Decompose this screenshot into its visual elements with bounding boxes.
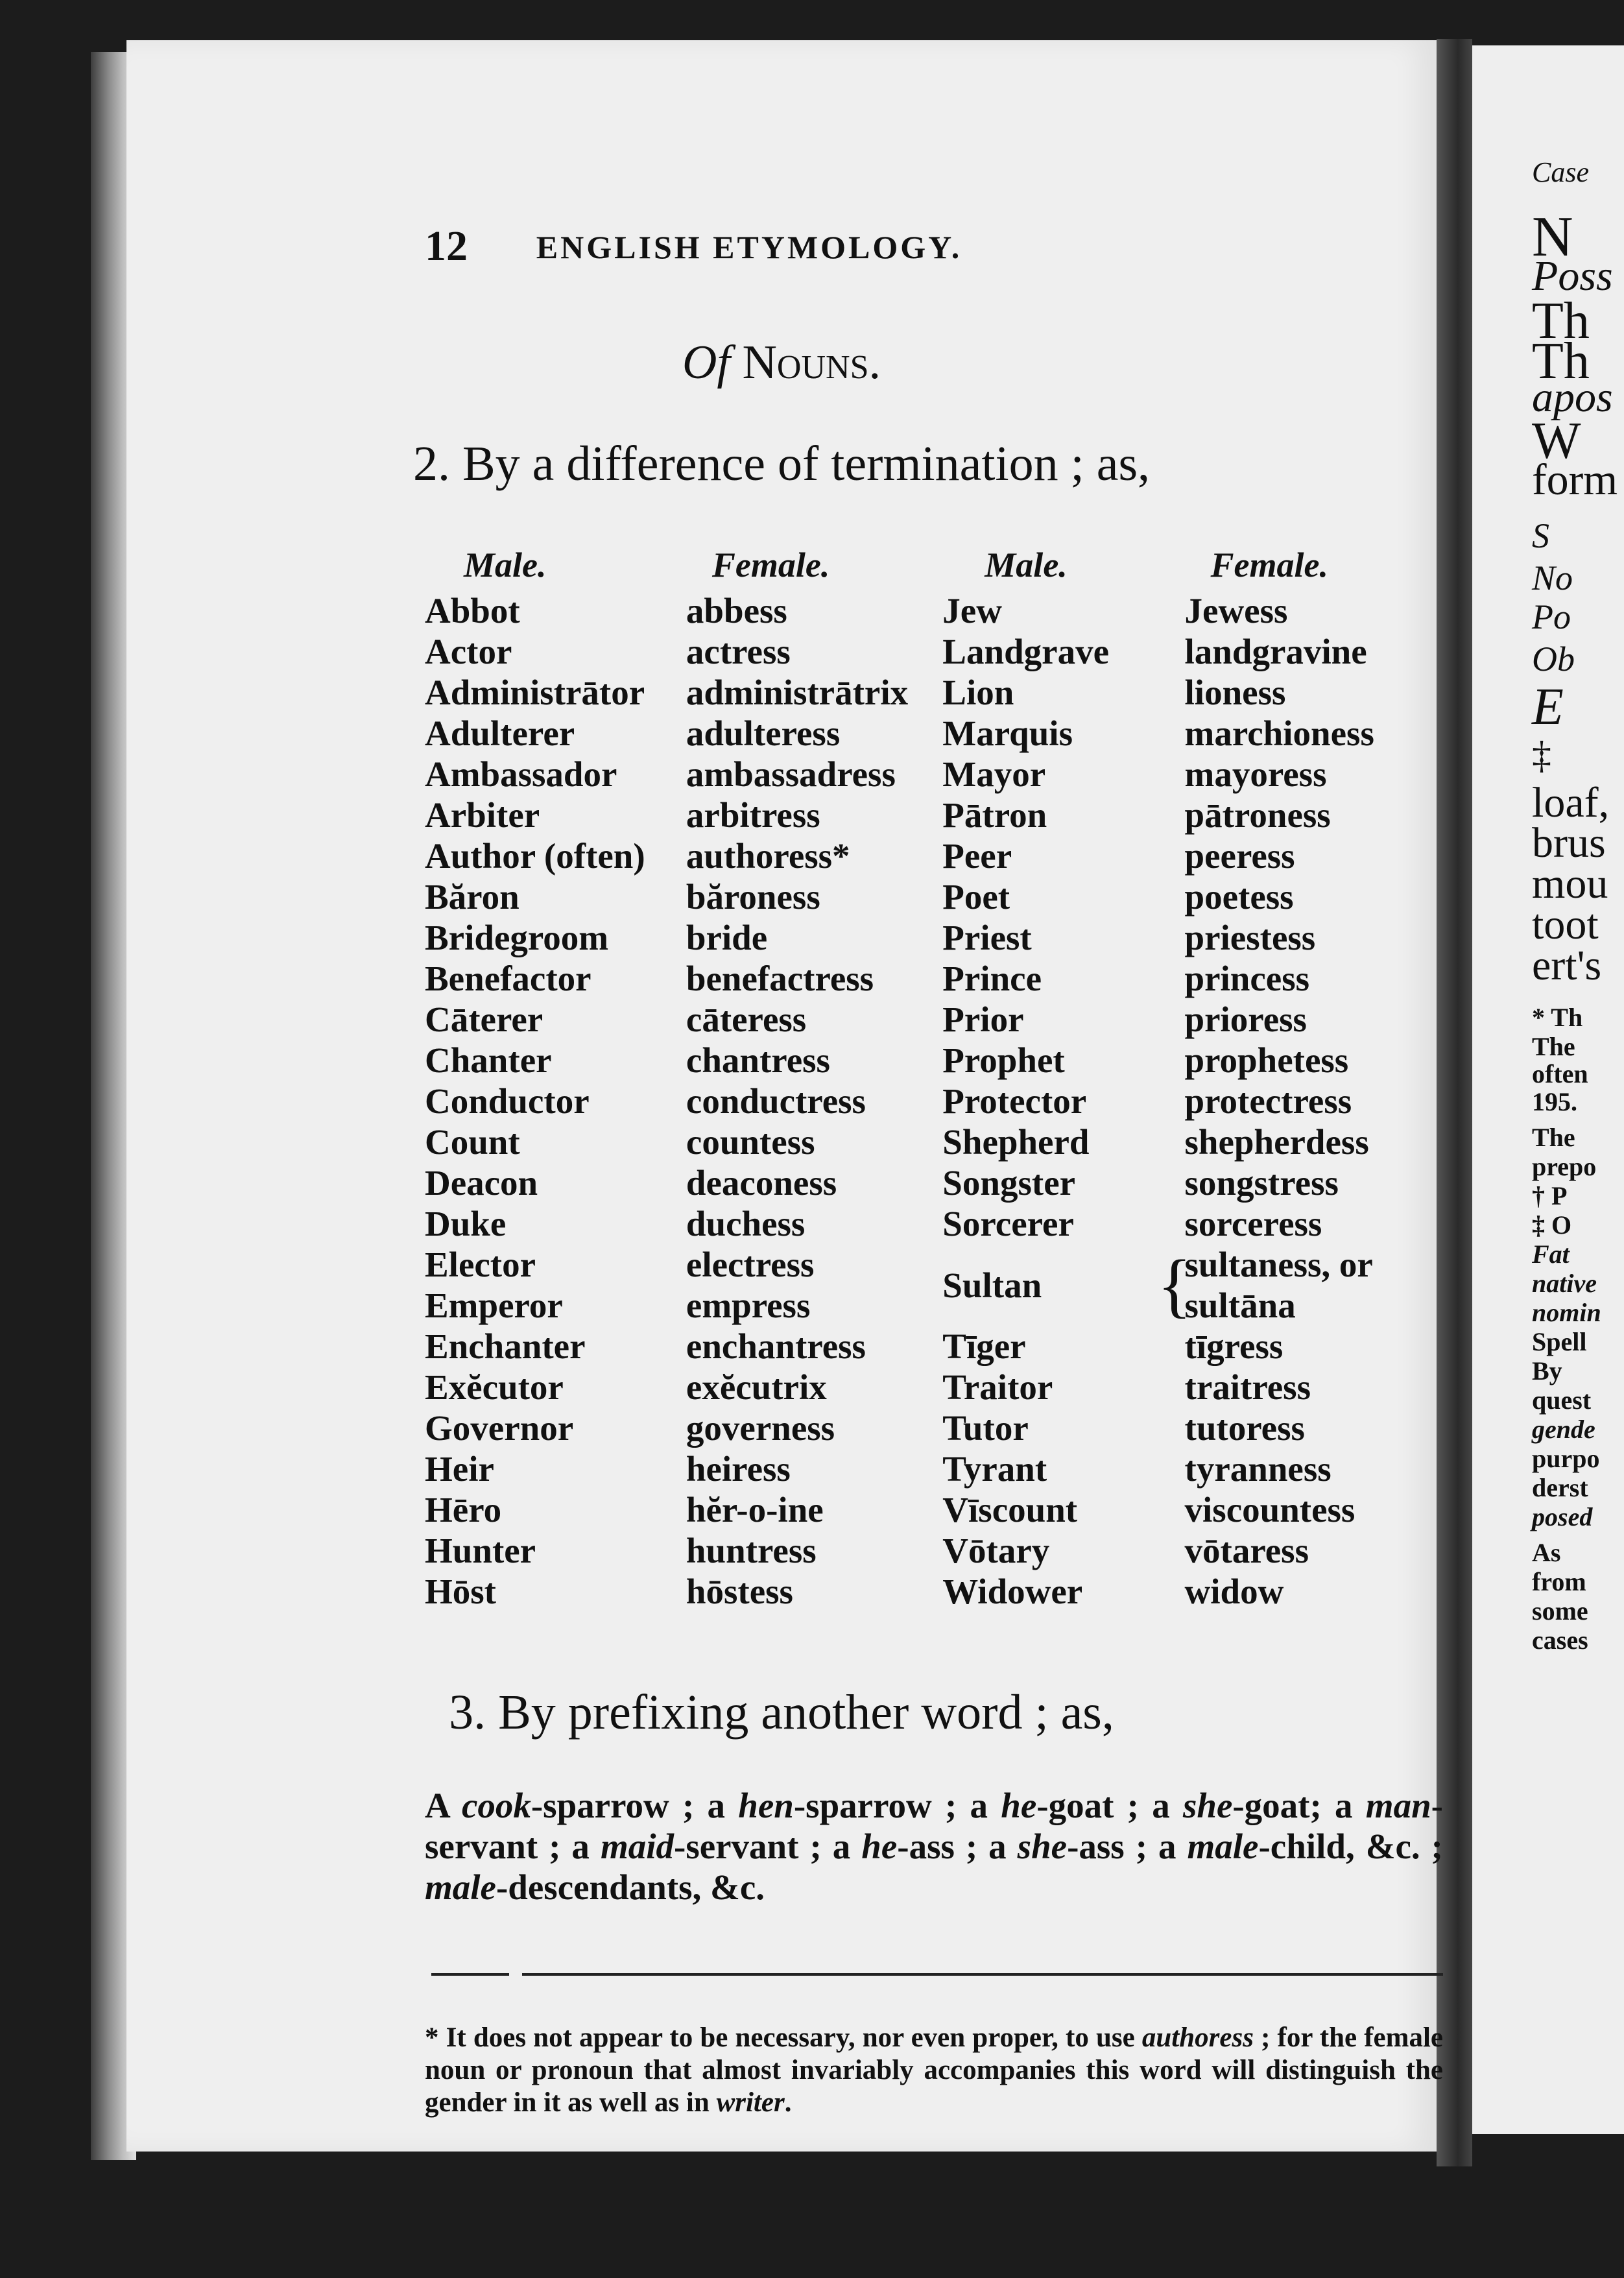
column-header: Male. bbox=[985, 545, 1068, 584]
adjacent-page-fragment: mou bbox=[1532, 860, 1608, 907]
female-cell: hĕr-o-ine bbox=[686, 1490, 824, 1529]
adjacent-page-fragment: N bbox=[1532, 206, 1573, 269]
female-cell: ambassadress bbox=[686, 754, 896, 794]
male-cell: Priest bbox=[942, 918, 1032, 957]
prefix-example-paragraph bbox=[425, 1785, 1443, 1908]
table-row bbox=[425, 917, 1437, 958]
female-cell: tīgress bbox=[1184, 1326, 1284, 1366]
table-row bbox=[425, 1489, 1437, 1530]
adjacent-page-fragment: quest bbox=[1532, 1385, 1592, 1415]
example-text: -child, &c. ; bbox=[1258, 1827, 1443, 1866]
female-cell: widow bbox=[1184, 1572, 1284, 1611]
adjacent-page-fragment: E bbox=[1532, 678, 1564, 736]
table-row bbox=[425, 713, 1437, 754]
male-cell: Enchanter bbox=[425, 1326, 586, 1366]
male-cell: Count bbox=[425, 1122, 520, 1162]
example-word: maid bbox=[600, 1827, 674, 1866]
adjacent-page-fragment: † P bbox=[1532, 1181, 1568, 1210]
table-row bbox=[425, 631, 1437, 672]
male-cell: Pātron bbox=[942, 795, 1047, 835]
male-cell: Conductor bbox=[425, 1081, 590, 1121]
male-cell: Tīger bbox=[942, 1326, 1026, 1366]
adjacent-page-fragment: 195. bbox=[1532, 1087, 1577, 1116]
adjacent-page-fragment: Th bbox=[1532, 293, 1590, 350]
adjacent-page-fragment: apos bbox=[1532, 374, 1613, 421]
female-cell: bride bbox=[686, 918, 768, 957]
table-header-row bbox=[425, 540, 1437, 590]
subheading-prefixing: 3. By prefixing another word ; as, bbox=[449, 1685, 1114, 1740]
adjacent-page-fragment: Fat bbox=[1532, 1240, 1570, 1269]
example-word: man bbox=[1365, 1786, 1431, 1825]
female-cell: authoress* bbox=[686, 836, 850, 876]
table-row bbox=[425, 754, 1437, 795]
male-cell: Prior bbox=[942, 1000, 1024, 1039]
female-cell: songstress bbox=[1184, 1163, 1339, 1203]
example-text: -ass ; a bbox=[897, 1827, 1018, 1866]
male-cell: Traitor bbox=[942, 1367, 1053, 1407]
table-row bbox=[425, 835, 1437, 876]
table-row bbox=[425, 1040, 1437, 1081]
male-cell: Shepherd bbox=[942, 1122, 1090, 1162]
adjacent-page-fragment: No bbox=[1532, 558, 1573, 597]
female-cell: adulteress bbox=[686, 713, 841, 753]
adjacent-page-fragment: Ob bbox=[1532, 640, 1575, 678]
table-row bbox=[425, 1448, 1437, 1489]
footnote-italic: authoress bbox=[1141, 2022, 1254, 2053]
female-cell: deaconess bbox=[686, 1163, 837, 1203]
table-row bbox=[425, 958, 1437, 999]
male-cell: Governor bbox=[425, 1408, 574, 1448]
female-cell: vōtaress bbox=[1184, 1531, 1309, 1570]
table-row bbox=[425, 795, 1437, 835]
example-text: -ass ; a bbox=[1067, 1827, 1188, 1866]
adjacent-page-fragment: S bbox=[1532, 516, 1549, 555]
adjacent-page-fragment: Case bbox=[1532, 156, 1589, 188]
example-word: male bbox=[425, 1867, 496, 1907]
female-cell: tutoress bbox=[1184, 1408, 1305, 1448]
male-cell: Emperor bbox=[425, 1286, 563, 1325]
female-cell: chantress bbox=[686, 1040, 830, 1080]
male-cell: Prince bbox=[942, 959, 1042, 998]
example-text: -goat ; a bbox=[1036, 1786, 1183, 1825]
example-text: -goat; a bbox=[1232, 1786, 1366, 1825]
male-cell: Adulterer bbox=[425, 713, 575, 753]
section-title-rest: Nouns. bbox=[742, 336, 881, 389]
adjacent-page bbox=[1472, 45, 1624, 2134]
table-row bbox=[425, 1571, 1437, 1612]
female-cell: cāteress bbox=[686, 1000, 807, 1039]
adjacent-page-fragment: * Th bbox=[1532, 1003, 1583, 1032]
female-cell: traitress bbox=[1184, 1367, 1311, 1407]
male-cell: Duke bbox=[425, 1204, 507, 1243]
female-cell: princess bbox=[1184, 959, 1310, 998]
adjacent-page-fragment: Poss bbox=[1532, 252, 1613, 300]
male-cell: Vōtary bbox=[942, 1531, 1050, 1570]
male-cell: Protector bbox=[942, 1081, 1087, 1121]
table-row bbox=[425, 1530, 1437, 1571]
column-header: Female. bbox=[1210, 545, 1328, 584]
table-row bbox=[425, 1162, 1437, 1203]
female-cell: huntress bbox=[686, 1531, 817, 1570]
adjacent-page-fragment: ert's bbox=[1532, 942, 1602, 989]
example-word: male bbox=[1187, 1827, 1259, 1866]
column-header: Female. bbox=[711, 545, 830, 584]
female-cell: exĕcutrix bbox=[686, 1367, 827, 1407]
subheading-termination: 2. By a difference of termination ; as, bbox=[412, 437, 1151, 491]
female-cell: sorceress bbox=[1184, 1204, 1322, 1243]
male-cell: Bridegroom bbox=[425, 918, 609, 957]
adjacent-page-fragment: prepo bbox=[1532, 1152, 1597, 1181]
table-row bbox=[425, 1367, 1437, 1408]
example-text: -servant ; a bbox=[425, 1786, 1443, 1866]
table-row bbox=[425, 999, 1437, 1040]
female-cell: prioress bbox=[1184, 1000, 1307, 1039]
footnote-rule bbox=[431, 1973, 509, 1976]
male-cell: Jew bbox=[942, 591, 1002, 630]
female-cell: shepherdess bbox=[1184, 1122, 1369, 1162]
footnote-text: ; for the female noun or pronoun that almost invariably accompanies this word will distinguish the gender in it as well as in bbox=[425, 2022, 1443, 2118]
table-row bbox=[425, 672, 1437, 713]
male-cell: Mayor bbox=[942, 754, 1046, 794]
table-row bbox=[425, 876, 1437, 917]
example-text: -servant ; a bbox=[674, 1827, 862, 1866]
female-cell: electress bbox=[686, 1245, 815, 1284]
male-cell: Landgrave bbox=[942, 632, 1109, 671]
female-cell: marchioness bbox=[1184, 713, 1374, 753]
adjacent-page-fragment: some bbox=[1532, 1596, 1588, 1625]
female-cell: landgravine bbox=[1184, 632, 1367, 671]
adjacent-page-fragment: posed bbox=[1532, 1502, 1593, 1531]
section-title-italic: Of bbox=[682, 336, 730, 389]
male-cell: Hēro bbox=[425, 1490, 502, 1529]
male-cell: Tutor bbox=[942, 1408, 1029, 1448]
male-cell: Benefactor bbox=[425, 959, 591, 998]
male-cell: Elector bbox=[425, 1245, 536, 1284]
example-word: cook bbox=[461, 1786, 531, 1825]
adjacent-page-fragment: loaf, bbox=[1532, 779, 1610, 826]
adjacent-page-fragment: The bbox=[1532, 1032, 1575, 1061]
female-cell: actress bbox=[686, 632, 791, 671]
page-number: 12 bbox=[425, 222, 468, 270]
adjacent-page-fragment: brus bbox=[1532, 819, 1606, 867]
female-cell: benefactress bbox=[686, 959, 874, 998]
table-row bbox=[425, 1203, 1437, 1244]
table-row bbox=[425, 1081, 1437, 1121]
male-cell: Heir bbox=[425, 1449, 494, 1489]
example-text: -sparrow ; a bbox=[793, 1786, 1001, 1825]
adjacent-page-fragment: Spell bbox=[1532, 1327, 1587, 1356]
example-word: she bbox=[1017, 1827, 1068, 1866]
male-cell: Hunter bbox=[425, 1531, 536, 1570]
adjacent-page-fragment: gende bbox=[1532, 1415, 1595, 1444]
female-cell: viscountess bbox=[1184, 1490, 1355, 1529]
male-cell: Marquis bbox=[942, 713, 1073, 753]
example-word: hen bbox=[738, 1786, 794, 1825]
female-cell: hōstess bbox=[686, 1572, 793, 1611]
brace-mark: { bbox=[1157, 1245, 1192, 1325]
adjacent-page-fragment: ‡ O bbox=[1532, 1210, 1572, 1240]
male-cell: Administrātor bbox=[425, 673, 645, 712]
footnote-rule bbox=[522, 1973, 1443, 1976]
male-cell: Vīscount bbox=[942, 1490, 1078, 1529]
male-cell: Author (often) bbox=[425, 836, 645, 876]
female-cell: arbitress bbox=[686, 795, 820, 835]
example-text: -sparrow ; a bbox=[531, 1786, 739, 1825]
footnote-italic: writer bbox=[716, 2087, 785, 2118]
adjacent-page-fragment: As bbox=[1532, 1538, 1561, 1567]
female-cell: prophetess bbox=[1184, 1040, 1349, 1080]
female-cell: priestess bbox=[1184, 918, 1316, 957]
male-cell: Peer bbox=[942, 836, 1012, 876]
female-cell: Jewess bbox=[1184, 591, 1288, 630]
male-cell: Băron bbox=[425, 877, 519, 917]
adjacent-page-fragment: from bbox=[1532, 1567, 1586, 1596]
example-word: she bbox=[1182, 1786, 1233, 1825]
example-word: he bbox=[1001, 1786, 1037, 1825]
gender-table bbox=[425, 540, 1437, 1612]
male-cell: Chanter bbox=[425, 1040, 552, 1080]
male-cell: Exĕcutor bbox=[425, 1367, 564, 1407]
male-cell: Widower bbox=[942, 1572, 1083, 1611]
male-cell: Cāterer bbox=[425, 1000, 543, 1039]
column-header: Male. bbox=[464, 545, 547, 584]
male-cell: Songster bbox=[942, 1163, 1076, 1203]
section-title bbox=[126, 335, 1437, 390]
male-cell: Hōst bbox=[425, 1572, 496, 1611]
table-row bbox=[425, 590, 1437, 631]
male-cell: Ambassador bbox=[425, 754, 617, 794]
running-title: ENGLISH ETYMOLOGY. bbox=[536, 229, 962, 265]
female-cell: countess bbox=[686, 1122, 815, 1162]
table-row bbox=[425, 1121, 1437, 1162]
adjacent-page-fragment: W bbox=[1532, 413, 1581, 470]
female-cell: poetess bbox=[1184, 877, 1294, 917]
adjacent-page-fragment: purpo bbox=[1532, 1444, 1600, 1473]
female-cell: administrātrix bbox=[686, 673, 909, 712]
male-cell: Deacon bbox=[425, 1163, 538, 1203]
female-cell: mayoress bbox=[1184, 754, 1327, 794]
adjacent-page-fragment: ‡ bbox=[1532, 734, 1551, 776]
male-cell: Tyrant bbox=[942, 1449, 1047, 1489]
table-row bbox=[425, 1408, 1437, 1448]
table-row bbox=[425, 1244, 1437, 1285]
female-cell: duchess bbox=[686, 1204, 806, 1243]
adjacent-page-fragment: form bbox=[1532, 455, 1618, 504]
example-text: -descendants, &c. bbox=[496, 1867, 765, 1907]
male-cell-sultan: Sultan bbox=[942, 1265, 1042, 1305]
male-cell: Poet bbox=[942, 877, 1010, 917]
female-cell: lioness bbox=[1184, 673, 1286, 712]
adjacent-page-fragment: By bbox=[1532, 1356, 1562, 1385]
female-cell: pātroness bbox=[1184, 795, 1331, 835]
female-cell: conductress bbox=[686, 1081, 866, 1121]
female-cell: abbess bbox=[686, 591, 787, 630]
table-row bbox=[425, 1326, 1437, 1367]
adjacent-page-fragment: toot bbox=[1532, 901, 1599, 948]
male-cell: Abbot bbox=[425, 591, 520, 630]
adjacent-page-fragment: The bbox=[1532, 1123, 1575, 1152]
example-word: he bbox=[861, 1827, 898, 1866]
adjacent-page-fragment: nomin bbox=[1532, 1298, 1601, 1327]
female-cell: governess bbox=[686, 1408, 835, 1448]
male-cell: Lion bbox=[942, 673, 1014, 712]
example-text: A bbox=[425, 1786, 462, 1825]
adjacent-page-fragment: Po bbox=[1532, 597, 1571, 636]
female-cell: sultāna bbox=[1184, 1286, 1296, 1325]
male-cell: Sorcerer bbox=[942, 1204, 1074, 1243]
female-cell: băroness bbox=[686, 877, 820, 917]
female-cell-sultan bbox=[1157, 1244, 1437, 1326]
male-cell: Actor bbox=[425, 632, 512, 671]
male-cell: Arbiter bbox=[425, 795, 540, 835]
female-cell: heiress bbox=[686, 1449, 791, 1489]
female-cell: tyranness bbox=[1184, 1449, 1331, 1489]
male-cell: Prophet bbox=[942, 1040, 1065, 1080]
adjacent-page-fragment: often bbox=[1532, 1059, 1588, 1088]
female-cell: sultaness, or bbox=[1184, 1245, 1373, 1284]
female-cell: peeress bbox=[1184, 836, 1295, 876]
footnote bbox=[425, 2022, 1443, 2119]
footnote-text: . bbox=[784, 2087, 792, 2118]
book-page bbox=[126, 40, 1443, 2152]
adjacent-page-fragment: native bbox=[1532, 1269, 1597, 1298]
female-cell: enchantress bbox=[686, 1326, 866, 1366]
female-cell: protectress bbox=[1184, 1081, 1352, 1121]
female-cell: empress bbox=[686, 1286, 811, 1325]
adjacent-page-fragment: derst bbox=[1532, 1473, 1588, 1502]
adjacent-page-fragment: cases bbox=[1532, 1625, 1588, 1655]
footnote-text: * It does not appear to be necessary, nor even proper, to use bbox=[425, 2022, 1142, 2053]
adjacent-page-fragment: Th bbox=[1532, 333, 1590, 390]
